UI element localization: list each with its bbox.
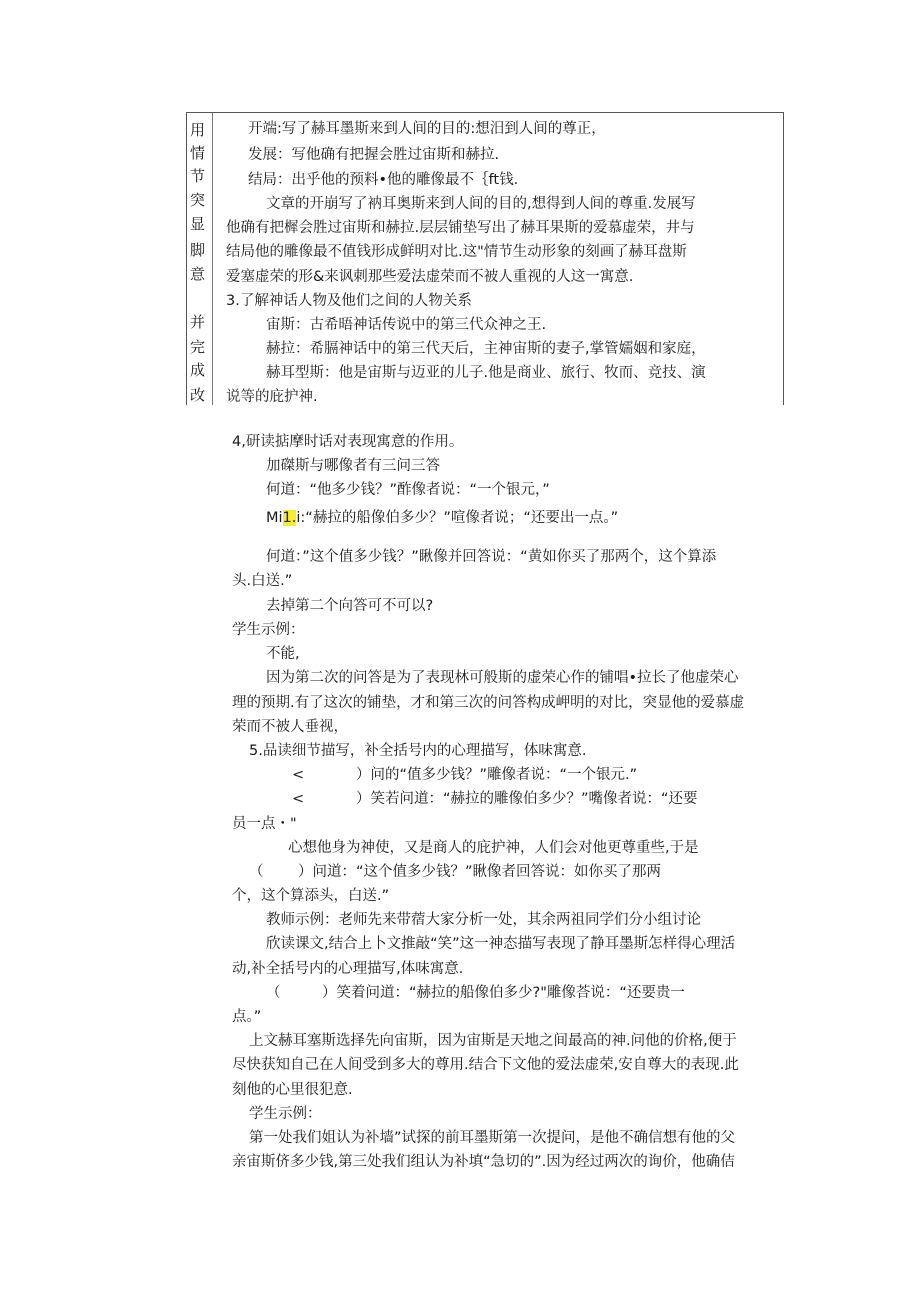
question-line: 去掉第二个向答可不可以? <box>266 598 434 614</box>
paragraph-line: 理的预期.有了这次的铺垫，才和第三次的问答构成岬明的对比，突显他的爱慕虚 <box>232 695 745 711</box>
highlighted-text: 1. <box>282 510 297 526</box>
table-row-text: 发展：写他确有把握会胜过宙斯和赫拉. <box>248 147 500 163</box>
paragraph-line: 不能, <box>266 646 300 662</box>
dialogue-prefix: Mi <box>266 510 283 526</box>
dialogue-line: 头.白送.” <box>232 573 293 589</box>
teacher-example: 教师示例：老师先来带蓿大家分析一处，其余两祖同学们分小组讨论 <box>266 912 701 928</box>
table-side-char: 突 <box>190 191 206 209</box>
table-row-text: 说等的庇护神. <box>226 389 318 405</box>
table-row-text: 开端:写了赫耳墨斯来到人间的目的:想汨到人间的尊正， <box>248 121 606 137</box>
paragraph-line: 欣读课文,结合上卜文推敲“笑”这一神态描写表现了静耳墨斯怎样得心理活 <box>266 936 736 952</box>
table-side-char: 脚 <box>190 241 206 259</box>
table-side-char: 意 <box>190 265 206 283</box>
bracket-open: < <box>292 791 305 807</box>
table-row-text: 赫拉：希膈神话中的第三代天后，主神宙斯的妻子,掌管嬬姻和家庭， <box>266 341 706 357</box>
table-row-text: 他确有把樨会胜过宙斯和赫拉.层层铺垫写出了赫耳果斯的爱慕虚荣，井与 <box>226 220 695 236</box>
table-side-char: 并 <box>190 313 206 331</box>
table-side-char: 显 <box>190 215 206 233</box>
bracket-open: < <box>292 767 305 783</box>
student-example-label: 学生示例： <box>249 1106 322 1122</box>
paragraph-line: 动,补全括号内的心理描写,体味寓意. <box>232 961 464 977</box>
table-row-text: 爱塞虚荣的形&来讽刺那些爱法虚荣而不被人重视的人这一寓意. <box>226 269 634 285</box>
section-5-heading: 5.品读细节描写，补全括号内的心理描写，体味寓意. <box>249 743 587 759</box>
fill-line: ）笑着问道：“赫拉的船像伯多少?"雕像荅说：“还要贵一 <box>322 985 685 1001</box>
paragraph-line: 第一处我们姐认为补墙”试探的前耳墨斯第一次提问，是他不确信想有他的父 <box>249 1130 736 1146</box>
table-side-char: 完 <box>190 338 206 356</box>
dialogue-line: 何道：“他多少钱？”酢像者说：“一个银元，” <box>266 482 550 498</box>
fill-line: ）笑若问道：“赫拉的雕像伯多少？”嘴像者说：“还要 <box>356 791 698 807</box>
bracket-open: （ <box>249 864 264 880</box>
table-side-char: 情 <box>190 144 206 162</box>
table-row-text: 文章的开崩写了衲耳奥斯来到人间的目的,想得到人间的尊重.发展写 <box>266 196 696 212</box>
paragraph-line: 尽快获知自己在人间受到多大的尊用.结合下文他的爱法虚荣,安自尊大的表现.此 <box>232 1057 739 1073</box>
section-4-heading: 4,研读掂摩时话对表现寓意的作用。 <box>232 434 464 450</box>
table-row-text: 结局他的雕像最不值钱形成鲜明对比.这"情节生动形象的刻画了赫耳盘斯 <box>226 244 687 260</box>
paragraph-line: 上文赫耳塞斯选择先向宙斯，因为宙斯是天地之间最高的神.问他的价格,便于 <box>249 1033 737 1049</box>
fill-line: 点。” <box>232 1009 262 1025</box>
dialogue-line <box>266 508 618 528</box>
table-row-text: 赫耳型斯：他是宙斯与迈亚的儿子.他是商业、旅行、牧而、竞技、演 <box>266 365 706 381</box>
table-row-text: 宙斯：古希晤神话传说中的第三代众神之王. <box>266 317 547 333</box>
dialogue-rest: i:“赫拉的船像伯多少？”喧像者说；“还要出一点。” <box>296 510 619 526</box>
table-row-text: 3.了解神话人物及他们之间的人物关系 <box>226 293 472 309</box>
paragraph-line: 心想他身为神使，又是商人的庇护神，人们会对他更尊重些,于是 <box>288 840 699 856</box>
paragraph-line: 刻他的心里很犯意. <box>232 1082 353 1098</box>
bracket-open: （ <box>266 985 281 1001</box>
paragraph-line: 加磔斯与哪像者有三问三答 <box>266 458 440 474</box>
fill-line: 员一点・" <box>232 816 297 832</box>
table-side-char: 改 <box>190 386 206 404</box>
paragraph-line: 个，这个算添头，白送.” <box>232 888 390 904</box>
table-side-char: 用 <box>190 121 206 139</box>
paragraph-line: 因为第二次的问答是为了表现林可般斯的虚荣心作的铺唱•拉长了他虚荣心 <box>266 670 739 686</box>
table-side-char: 成 <box>190 361 206 379</box>
table-side-char: 节 <box>190 167 206 185</box>
paragraph-line: 亲宙斯侪多少钱,第三处我们组认为补填“急切的”.因为经过两次的询价，他确佶 <box>232 1154 735 1170</box>
fill-line: ）问的“值多少钱？”雕像者说：“一个银元.” <box>356 767 638 783</box>
dialogue-line: 何道：”这个值多少钱？”瞅像并回答说：“黄如你买了那两个，这个算添 <box>266 549 717 565</box>
table-column-divider <box>212 113 213 405</box>
paragraph-line: 荣而不被人垂视， <box>232 719 348 735</box>
student-example-label: 学生示例： <box>232 622 305 638</box>
table-row-text: 结局：出乎他的预料•他的雕像最不｛ft钱. <box>248 172 519 188</box>
fill-line: ）问道：“这个值多少钱？”瞅像者回答说：如你买了那两 <box>298 864 662 880</box>
